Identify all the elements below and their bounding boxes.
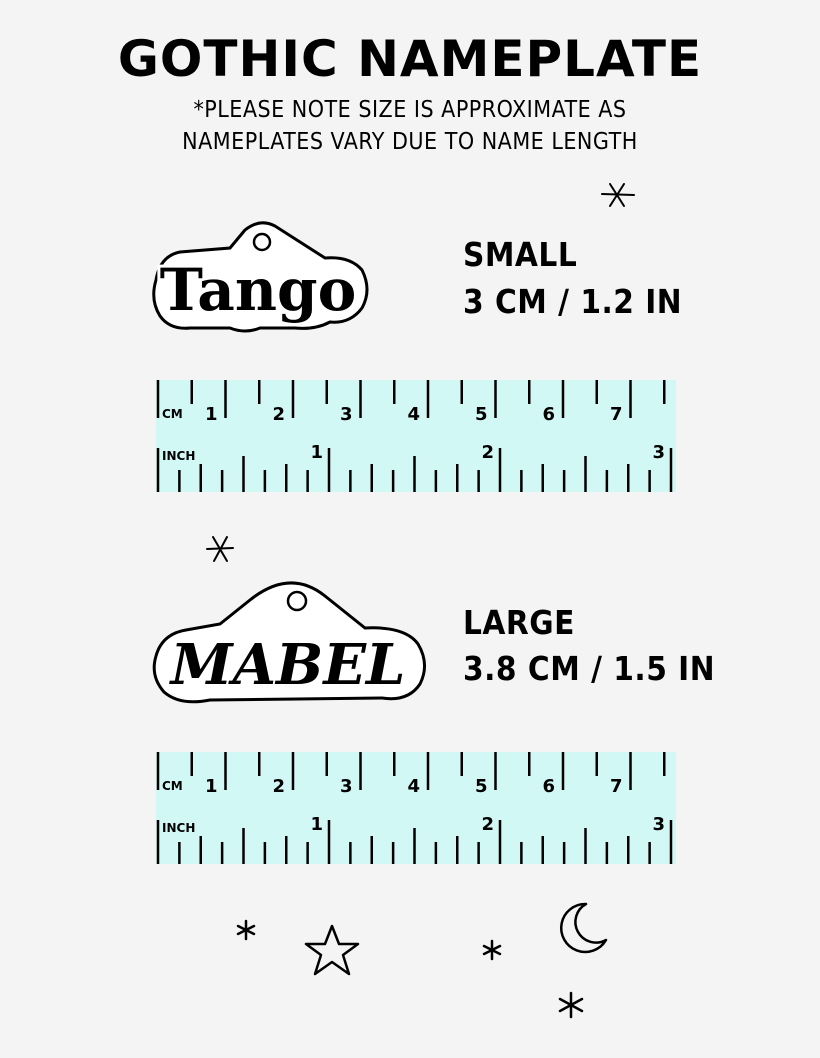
cm-number: 6: [542, 776, 555, 797]
cm-number: 1: [204, 776, 218, 797]
large-size-title: LARGE: [463, 603, 575, 642]
cm-label: CM: [162, 779, 183, 793]
inch-number: 3: [652, 442, 665, 463]
cm-number: 5: [474, 404, 488, 425]
small-size-title: SMALL: [463, 235, 578, 274]
inch-number: 2: [481, 442, 494, 463]
star-icon: [302, 922, 362, 978]
inch-label: INCH: [162, 821, 196, 835]
cm-number: 3: [339, 776, 353, 797]
cm-number: 6: [542, 404, 555, 425]
cm-number: 7: [609, 776, 623, 797]
asterisk-icon: [234, 918, 258, 942]
small-size-value: 3 CM / 1.2 IN: [463, 282, 683, 321]
inch-number: 1: [310, 814, 323, 835]
cm-number: 1: [204, 404, 218, 425]
ruler-large: [156, 752, 676, 864]
cm-number: 4: [407, 776, 420, 797]
ruler-small: [156, 380, 676, 492]
large-nameplate-image: [150, 572, 432, 712]
size-note-line-1: *PLEASE NOTE SIZE IS APPROXIMATE AS: [193, 97, 627, 123]
large-plate-text: MABEL: [170, 632, 406, 698]
cm-number: 7: [609, 404, 623, 425]
cm-number: 5: [474, 776, 488, 797]
size-note-line-2: NAMEPLATES VARY DUE TO NAME LENGTH: [182, 129, 638, 155]
sparkle-icon: [204, 533, 236, 565]
moon-icon: [556, 900, 612, 956]
asterisk-icon: [556, 990, 586, 1020]
page-title: GOTHIC NAMEPLATE: [117, 30, 703, 88]
large-size-value: 3.8 CM / 1.5 IN: [463, 649, 716, 688]
inch-number: 2: [481, 814, 494, 835]
cm-number: 2: [272, 404, 285, 425]
sparkle-icon: [598, 180, 638, 210]
small-plate-text: Tango: [159, 256, 357, 324]
cm-number: 4: [407, 404, 420, 425]
small-nameplate-image: [150, 218, 375, 338]
cm-number: 2: [272, 776, 285, 797]
inch-number: 3: [652, 814, 665, 835]
asterisk-icon: [480, 938, 504, 962]
inch-label: INCH: [162, 449, 196, 463]
inch-number: 1: [310, 442, 323, 463]
cm-label: CM: [162, 407, 183, 421]
cm-number: 3: [339, 404, 353, 425]
